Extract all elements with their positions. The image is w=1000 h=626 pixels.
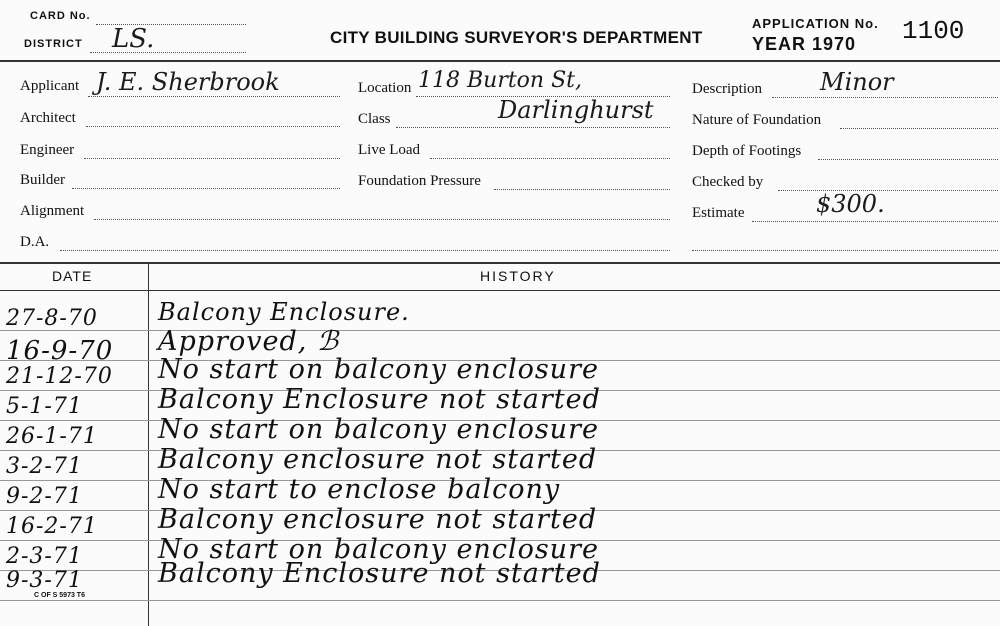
extra-line bbox=[692, 250, 998, 251]
applicant-value: J. E. Sherbrook bbox=[96, 68, 280, 96]
architect-label: Architect bbox=[20, 110, 76, 126]
date-header: DATE bbox=[52, 268, 93, 284]
history-date: 2-3-71 bbox=[6, 544, 83, 569]
description-value: Minor bbox=[820, 68, 894, 96]
history-date: 21-12-70 bbox=[6, 364, 113, 389]
class-line bbox=[396, 127, 670, 128]
description-line bbox=[772, 97, 998, 98]
foundation-pressure-line bbox=[494, 189, 670, 190]
location-value: 118 Burton St, bbox=[418, 68, 582, 93]
history-date: 16-2-71 bbox=[6, 514, 98, 539]
header-rule bbox=[0, 60, 1000, 62]
nature-of-foundation-label: Nature of Foundation bbox=[692, 112, 822, 128]
da-label: D.A. bbox=[20, 234, 50, 250]
da-line bbox=[60, 250, 670, 251]
history-entry: Balcony Enclosure not started bbox=[158, 558, 601, 589]
history-entry: Balcony Enclosure not started bbox=[158, 384, 601, 415]
builder-line bbox=[72, 188, 340, 189]
checked-by-line bbox=[778, 190, 998, 191]
description-label: Description bbox=[692, 81, 762, 97]
application-number: 1100 bbox=[902, 16, 965, 46]
date-column-divider bbox=[148, 262, 149, 626]
history-rule-header bbox=[0, 290, 1000, 291]
history-date: 3-2-71 bbox=[6, 454, 83, 479]
class-value: Darlinghurst bbox=[498, 96, 654, 124]
checked-by-label: Checked by bbox=[692, 174, 764, 190]
history-date: 9-3-71 bbox=[6, 568, 83, 593]
live-load-label: Live Load bbox=[358, 142, 421, 158]
history-entry: No start on balcony enclosure bbox=[158, 534, 599, 565]
engineer-line bbox=[84, 158, 340, 159]
history-date: 16-9-70 bbox=[6, 336, 114, 366]
card-no-label: CARD No. bbox=[30, 10, 91, 22]
district-label: DISTRICT bbox=[24, 38, 83, 50]
live-load-line bbox=[430, 158, 670, 159]
depth-of-footings-line bbox=[818, 159, 998, 160]
applicant-line bbox=[88, 96, 340, 97]
applicant-label: Applicant bbox=[20, 78, 80, 94]
history-date: 5-1-71 bbox=[6, 394, 83, 419]
estimate-label: Estimate bbox=[692, 205, 745, 221]
history-date: 26-1-71 bbox=[6, 424, 98, 449]
builder-label: Builder bbox=[20, 172, 65, 188]
estimate-value: $300. bbox=[816, 190, 885, 218]
history-entry: Approved, ℬ bbox=[158, 326, 340, 357]
form-code: C OF S 5973 T6 bbox=[34, 592, 85, 599]
history-date: 9-2-71 bbox=[6, 484, 83, 509]
district-value: LS. bbox=[112, 24, 155, 54]
engineer-label: Engineer bbox=[20, 142, 75, 158]
architect-line bbox=[86, 126, 340, 127]
history-entry: Balcony enclosure not started bbox=[158, 504, 598, 535]
foundation-pressure-label: Foundation Pressure bbox=[358, 173, 481, 189]
alignment-line bbox=[94, 219, 670, 220]
application-label: APPLICATION No. bbox=[752, 16, 879, 31]
year-label: YEAR 1970 bbox=[752, 34, 857, 54]
history-header: HISTORY bbox=[480, 268, 556, 284]
department-title: CITY BUILDING SURVEYOR'S DEPARTMENT bbox=[330, 28, 703, 47]
depth-of-footings-label: Depth of Footings bbox=[692, 143, 802, 159]
location-label: Location bbox=[358, 80, 412, 96]
history-entry: No start to enclose balcony bbox=[158, 474, 561, 505]
class-label: Class bbox=[358, 111, 391, 127]
history-rule-top bbox=[0, 262, 1000, 264]
history-entry: No start on balcony enclosure bbox=[158, 414, 599, 445]
ruled-line bbox=[0, 330, 1000, 331]
history-entry: Balcony Enclosure. bbox=[158, 298, 410, 326]
ruled-line bbox=[0, 600, 1000, 601]
alignment-label: Alignment bbox=[20, 203, 85, 219]
history-entry: Balcony enclosure not started bbox=[158, 444, 598, 475]
nature-of-foundation-line bbox=[840, 128, 998, 129]
history-date: 27-8-70 bbox=[6, 306, 98, 331]
history-entry: No start on balcony enclosure bbox=[158, 354, 599, 385]
estimate-line bbox=[752, 221, 998, 222]
